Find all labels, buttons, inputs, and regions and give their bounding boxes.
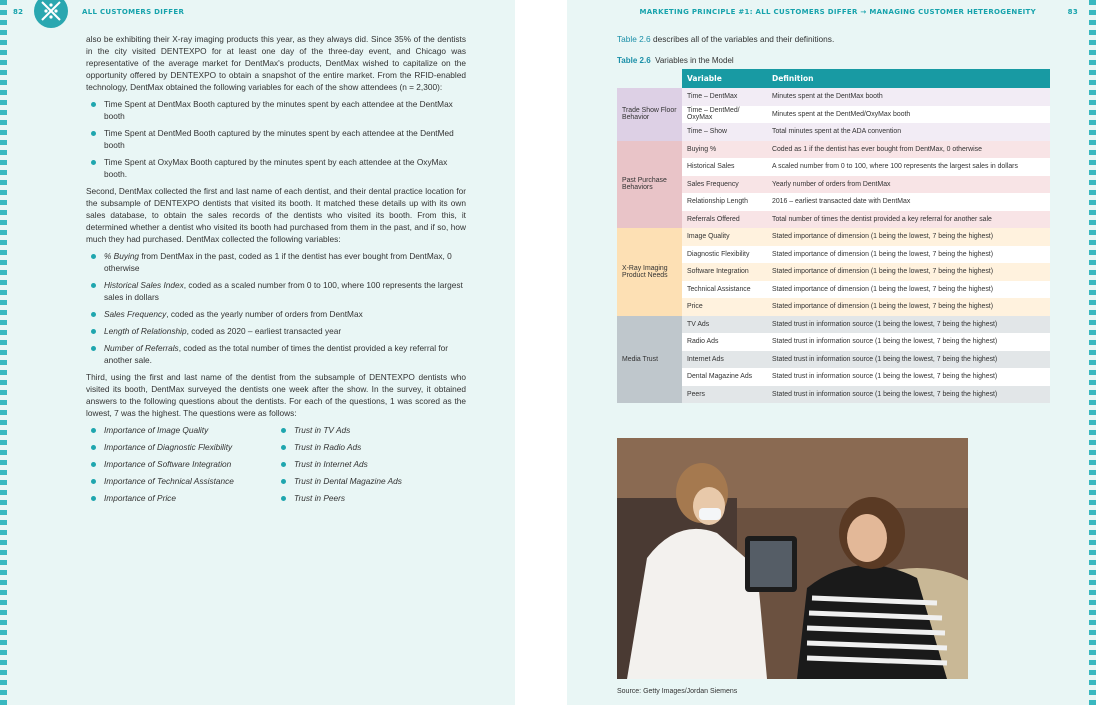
definition-cell: Yearly number of orders from DentMax	[767, 176, 1050, 194]
table-row	[617, 298, 1050, 316]
table-title: Variables in the Model	[655, 56, 734, 65]
variable-cell: Price	[682, 298, 767, 316]
page-gutter	[515, 0, 567, 705]
question-text: Importance of Image Quality	[104, 425, 209, 435]
list-item	[86, 458, 276, 470]
table-row	[617, 141, 1050, 159]
list-item	[276, 458, 466, 470]
variable-cell: Diagnostic Flexibility	[682, 246, 767, 264]
table-row	[617, 351, 1050, 369]
variable-description: , coded as 2020 – earliest transacted year	[186, 326, 342, 336]
definition-cell: Stated importance of dimension (1 being the lowest, 7 being the highest)	[767, 281, 1050, 299]
table-row	[617, 158, 1050, 176]
definition-cell: Stated importance of dimension (1 being the lowest, 7 being the highest)	[767, 246, 1050, 264]
question-text: Importance of Price	[104, 493, 176, 503]
variable-cell: Historical Sales	[682, 158, 767, 176]
variable-cell: Referrals Offered	[682, 211, 767, 229]
variable-term: % Buying	[104, 251, 140, 261]
variable-cell: Internet Ads	[682, 351, 767, 369]
variable-cell: Dental Magazine Ads	[682, 368, 767, 386]
table-body	[617, 88, 1050, 403]
left-page-edge-strip	[0, 0, 7, 705]
table-reference-link[interactable]: Table 2.6	[617, 34, 651, 44]
variables-table	[617, 69, 1050, 403]
running-header-left: ALL CUSTOMERS DIFFER	[82, 8, 185, 16]
list-item	[86, 475, 276, 487]
table-caption	[617, 56, 734, 65]
page-number-left: 82	[13, 8, 24, 16]
definition-cell: Stated trust in information source (1 being the lowest, 7 being the highest)	[767, 386, 1050, 404]
variable-term: Historical Sales Index	[104, 280, 184, 290]
list-item	[86, 424, 276, 436]
variable-description: , coded as the total number of times the dentist provided a key referral for another sale.	[104, 343, 449, 365]
paragraph-1: also be exhibiting their X-ray imaging products this year, as they always did. Since 35% of the dentists in the city visited DENTEXPO for at least one day of the three-day event, and Chicago was representative of the average market for DentMax's products, DentMax wished to capitalize on the opportunity offered by DENTEXPO to obtain a snapshot of the entire market. From the RFID-enabled technology, DentMax obtained the following variables for each of the show attendees (n = 2,300):	[86, 34, 466, 92]
table-row	[617, 211, 1050, 229]
question-text: Trust in Internet Ads	[294, 459, 368, 469]
variable-term: Sales Frequency	[104, 309, 167, 319]
list-item	[276, 475, 466, 487]
right-page-edge-strip	[1089, 0, 1096, 705]
dentist-patient-photo	[617, 438, 968, 679]
chapter-logo-icon	[34, 0, 68, 28]
question-text: Importance of Technical Assistance	[104, 476, 234, 486]
definition-cell: Total minutes spent at the ADA convention	[767, 123, 1050, 141]
question-text: Trust in Radio Ads	[294, 442, 362, 452]
definition-cell: A scaled number from 0 to 100, where 100 represents the largest sales in dollars	[767, 158, 1050, 176]
page-number-right: 83	[1067, 8, 1078, 16]
list-item	[86, 342, 466, 366]
table-row	[617, 176, 1050, 194]
definition-cell: Stated importance of dimension (1 being the lowest, 7 being the highest)	[767, 298, 1050, 316]
definition-cell: Total number of times the dentist provided a key referral for another sale	[767, 211, 1050, 229]
table-row	[617, 316, 1050, 334]
definition-cell: Stated importance of dimension (1 being the lowest, 7 being the highest)	[767, 263, 1050, 281]
definition-cell: Stated trust in information source (1 being the lowest, 7 being the highest)	[767, 333, 1050, 351]
survey-questions	[86, 424, 466, 509]
list-item	[86, 492, 276, 504]
table-row	[617, 386, 1050, 404]
variable-cell: Time – DentMed/ OxyMax	[682, 106, 767, 124]
variable-cell: Buying %	[682, 141, 767, 159]
trust-list	[276, 424, 466, 509]
right-page	[567, 0, 1096, 705]
list-item	[276, 441, 466, 453]
table-row	[617, 228, 1050, 246]
left-page	[0, 0, 515, 705]
variable-term: Number of Referrals	[104, 343, 179, 353]
list-item: Time Spent at DentMed Booth captured by the minutes spent by each attendee at the DentMed booth	[86, 127, 466, 151]
variable-cell: Peers	[682, 386, 767, 404]
variable-cell: TV Ads	[682, 316, 767, 334]
list-item	[86, 325, 466, 337]
variable-cell: Relationship Length	[682, 193, 767, 211]
definition-cell: Minutes spent at the DentMax booth	[767, 88, 1050, 106]
variable-cell: Time – Show	[682, 123, 767, 141]
variable-cell: Sales Frequency	[682, 176, 767, 194]
photo-credit: Source: Getty Images/Jordan Siemens	[617, 688, 738, 695]
list-item: Time Spent at OxyMax Booth captured by the minutes spent by each attendee at the OxyMax booth.	[86, 156, 466, 180]
question-text: Trust in Dental Magazine Ads	[294, 476, 402, 486]
table-label: Table 2.6	[617, 56, 651, 65]
category-cell: X-Ray Imaging Product Needs	[617, 228, 682, 316]
intro-text: describes all of the variables and their definitions.	[650, 34, 835, 44]
category-cell: Past Purchase Behaviors	[617, 141, 682, 229]
table-row	[617, 123, 1050, 141]
variable-description: , coded as a scaled number from 0 to 100, where 100 represents the largest sales in dollars	[104, 280, 463, 302]
table-row	[617, 263, 1050, 281]
list-item	[86, 250, 466, 274]
definition-cell: Minutes spent at the DentMed/OxyMax booth	[767, 106, 1050, 124]
sales-variables-list	[86, 250, 466, 366]
table-row	[617, 88, 1050, 106]
table-intro	[617, 34, 834, 44]
table-header-row	[617, 69, 1050, 88]
body-text	[86, 33, 466, 509]
list-item	[276, 424, 466, 436]
variable-cell: Software Integration	[682, 263, 767, 281]
variable-description: from DentMax in the past, coded as 1 if the dentist has ever bought from DentMax, 0 otherwise	[104, 251, 452, 273]
table-row	[617, 246, 1050, 264]
paragraph-3: Third, using the first and last name of the dentist from the subsample of DENTEXPO dentists who visited its booth, DentMax surveyed the dentists one week after the show. In the survey, it obtained answers to the following questions about the dentists. For each of the questions, 1 was scored as the lowest, 7 was the highest. The questions were as follows:	[86, 372, 466, 418]
table-row	[617, 281, 1050, 299]
variable-term: Length of Relationship	[104, 326, 187, 336]
header-blank-cell	[617, 69, 682, 88]
list-item	[86, 308, 466, 320]
category-cell: Media Trust	[617, 316, 682, 404]
variable-cell: Technical Assistance	[682, 281, 767, 299]
importance-list	[86, 424, 276, 509]
definition-cell: Coded as 1 if the dentist has ever bought from DentMax, 0 otherwise	[767, 141, 1050, 159]
header-definition: Definition	[767, 69, 1050, 88]
definition-cell: Stated trust in information source (1 being the lowest, 7 being the highest)	[767, 368, 1050, 386]
list-item	[86, 441, 276, 453]
header-variable: Variable	[682, 69, 767, 88]
list-item	[276, 492, 466, 504]
variable-cell: Radio Ads	[682, 333, 767, 351]
table-row	[617, 106, 1050, 124]
table-row	[617, 368, 1050, 386]
question-text: Importance of Software Integration	[104, 459, 232, 469]
paragraph-2: Second, DentMax collected the first and last name of each dentist, and their dental practice location for the subsample of DENTEXPO dentists that visited its booth. It matched these details up with its own sales database, to obtain the sales records of the dentists who visited its booth. From this, it determined whether a dentist who visited its booth had purchased from them in the past, and if so, how much they had purchased. DentMax collected the following variables:	[86, 186, 466, 244]
photo-illustration	[617, 438, 968, 679]
booth-variables-list	[86, 98, 466, 180]
variable-cell: Image Quality	[682, 228, 767, 246]
variable-cell: Time – DentMax	[682, 88, 767, 106]
definition-cell: Stated trust in information source (1 being the lowest, 7 being the highest)	[767, 316, 1050, 334]
definition-cell: Stated importance of dimension (1 being the lowest, 7 being the highest)	[767, 228, 1050, 246]
definition-cell: Stated trust in information source (1 being the lowest, 7 being the highest)	[767, 351, 1050, 369]
list-item: Time Spent at DentMax Booth captured by the minutes spent by each attendee at the DentMax booth	[86, 98, 466, 122]
question-text: Trust in Peers	[294, 493, 346, 503]
table-row	[617, 193, 1050, 211]
running-header-right: MARKETING PRINCIPLE #1: ALL CUSTOMERS DIFFER → MANAGING CUSTOMER HETEROGENEITY	[639, 8, 1036, 16]
list-item	[86, 279, 466, 303]
question-text: Trust in TV Ads	[294, 425, 351, 435]
category-cell: Trade Show Floor Behavior	[617, 88, 682, 141]
question-text: Importance of Diagnostic Flexibility	[104, 442, 233, 452]
variable-description: , coded as the yearly number of orders from DentMax	[166, 309, 363, 319]
table-row	[617, 333, 1050, 351]
definition-cell: 2016 – earliest transacted date with DentMax	[767, 193, 1050, 211]
